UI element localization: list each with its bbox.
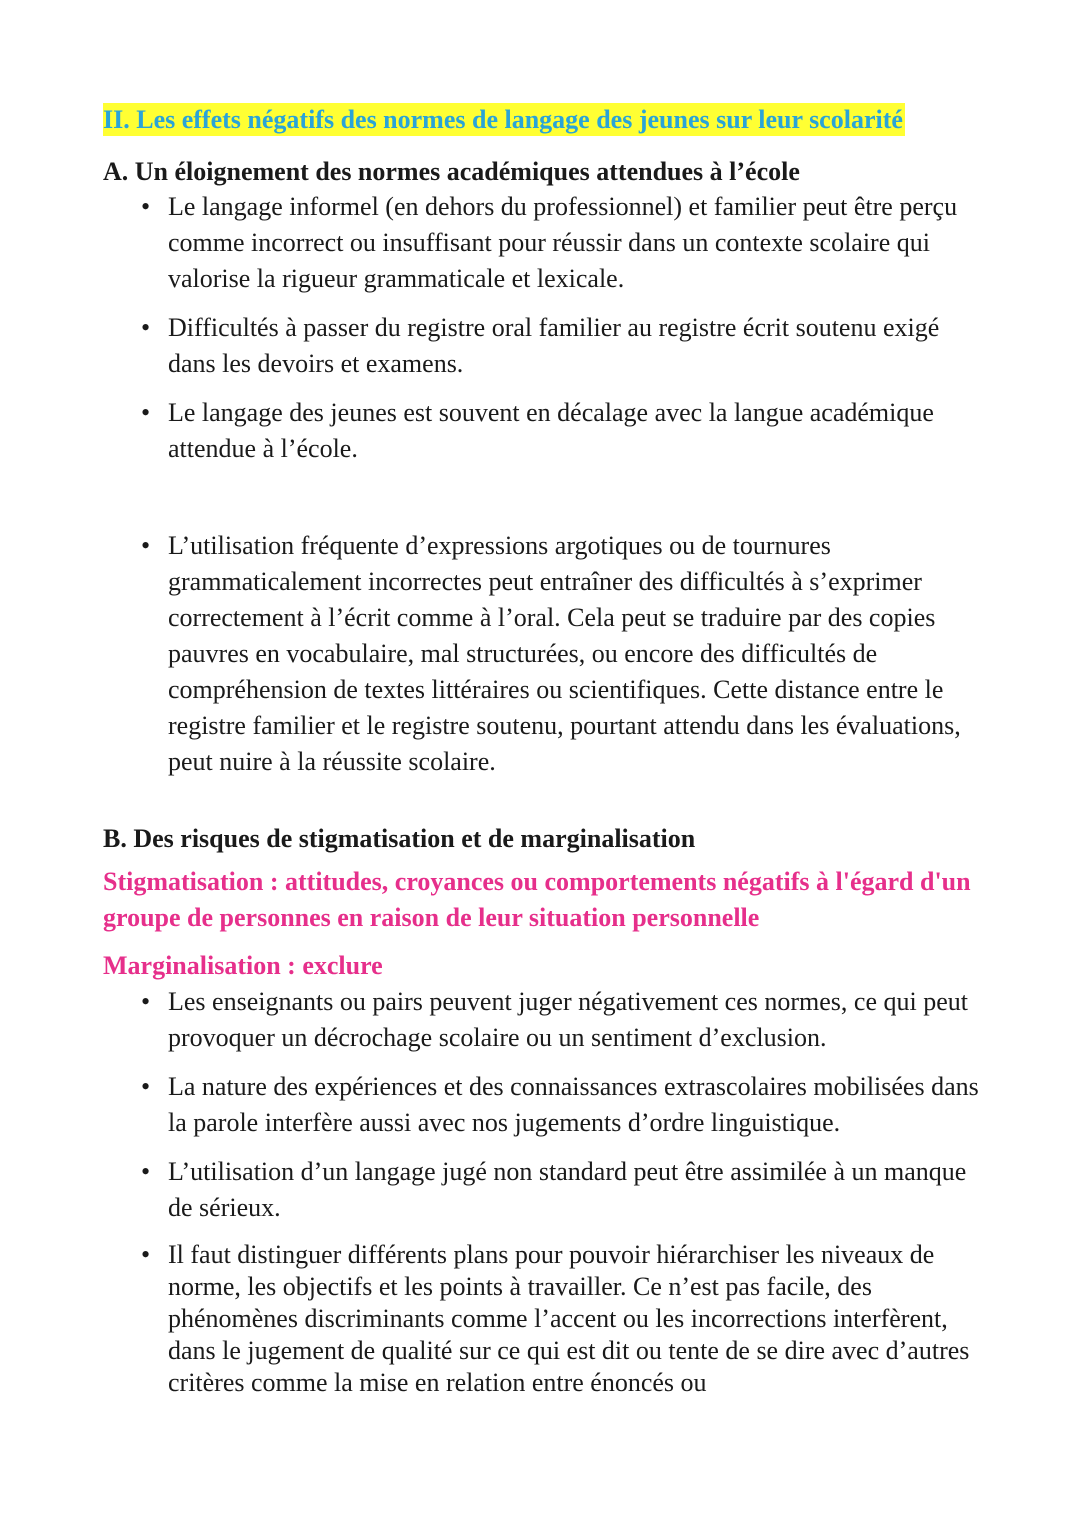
section-title: II. Les effets négatifs des normes de langage des jeunes sur leur scolarité xyxy=(103,105,903,134)
list-item: • La nature des expériences et des connaissances extrascolaires mobilisées dans la parole interfère aussi avec nos jugements d’ordre linguistique. xyxy=(103,1069,983,1141)
definition-stigmatisation: Stigmatisation : attitudes, croyances ou comportements négatifs à l'égard d'un groupe de personnes en raison de leur situation personnelle xyxy=(103,867,971,932)
list-item: • L’utilisation fréquente d’expressions argotiques ou de tournures grammaticalement incorrectes peut entraîner des difficultés à s’exprimer correctement à l’écrit comme à l’oral. Cela peut se traduire par des copies pauvres en vocabulaire, mal structurées, ou encore des difficultés de compréhension de textes littéraires ou scientifiques. Cette distance entre le registre familier et le registre soutenu, pourtant attendu dans les évaluations, peut nuire à la réussite scolaire. xyxy=(103,528,983,780)
part-b-heading: B. Des risques de stigmatisation et de marginalisation xyxy=(103,824,696,853)
list-item: • Les enseignants ou pairs peuvent juger négativement ces normes, ce qui peut provoquer un décrochage scolaire ou un sentiment d’exclusion. xyxy=(103,984,983,1056)
document-page xyxy=(103,103,983,1399)
list-item: • Difficultés à passer du registre oral familier au registre écrit soutenu exigé dans les devoirs et examens. xyxy=(103,310,983,382)
list-item: • Le langage informel (en dehors du professionnel) et familier peut être perçu comme incorrect ou insuffisant pour réussir dans un contexte scolaire qui valorise la rigueur grammaticale et lexicale. xyxy=(103,189,983,297)
part-b-list xyxy=(103,984,983,1399)
list-item: • Le langage des jeunes est souvent en décalage avec la langue académique attendue à l’école. xyxy=(103,395,983,467)
part-a-list xyxy=(103,189,983,780)
part-a-heading: A. Un éloignement des normes académiques attendues à l’école xyxy=(103,157,800,186)
list-item: • L’utilisation d’un langage jugé non standard peut être assimilée à un manque de sérieux. xyxy=(103,1154,983,1226)
definition-marginalisation: Marginalisation : exclure xyxy=(103,951,383,980)
list-item: • Il faut distinguer différents plans pour pouvoir hiérarchiser les niveaux de norme, les objectifs et les points à travailler. Ce n’est pas facile, des phénomènes discriminants comme l’accent ou les incorrections interfèrent, dans le jugement de qualité sur ce qui est dit ou tente de se dire avec d’autres critères comme la mise en relation entre énoncés ou xyxy=(103,1239,983,1399)
